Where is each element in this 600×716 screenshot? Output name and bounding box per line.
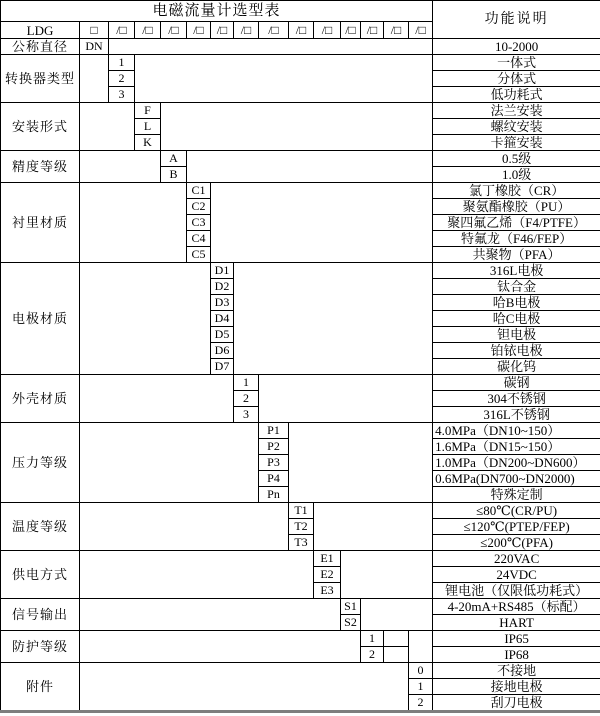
model-code-slot: /□ [187, 22, 211, 39]
table-row [1, 375, 600, 391]
option-description: 24VDC [433, 567, 600, 583]
option-description: 低功耗式 [433, 87, 600, 103]
option-code: E3 [314, 583, 341, 599]
grid-gap [361, 599, 433, 631]
grid-gap [80, 599, 341, 631]
option-code: D4 [211, 311, 234, 327]
grid-gap [80, 503, 289, 551]
option-description: 氯丁橡胶（CR） [433, 183, 600, 199]
option-description: 304不锈钢 [433, 391, 600, 407]
option-code: S1 [341, 599, 361, 615]
option-description: 0.6MPa(DN700~DN2000) [433, 471, 600, 487]
option-description: 1.0级 [433, 167, 600, 183]
option-description: 特氟龙（F46/FEP） [433, 231, 600, 247]
section-label: 附件 [1, 663, 80, 712]
option-code: C4 [187, 231, 211, 247]
option-code: B [161, 167, 187, 183]
option-description: 10-2000 [433, 39, 600, 55]
option-description: 220VAC [433, 551, 600, 567]
option-code: Pn [259, 487, 289, 503]
model-code-slot: □ [80, 22, 109, 39]
grid-gap [259, 375, 433, 423]
grid-gap [234, 263, 433, 375]
option-description: 接地电极 [433, 679, 600, 695]
option-code: C1 [187, 183, 211, 199]
option-description: 碳化钨 [433, 359, 600, 375]
title-row [1, 1, 600, 22]
option-description: 聚氨酯橡胶（PU） [433, 199, 600, 215]
option-description: 一体式 [433, 55, 600, 71]
option-description: HART [433, 615, 600, 631]
model-code-slot: /□ [259, 22, 289, 39]
option-code: C2 [187, 199, 211, 215]
option-code: C3 [187, 215, 211, 231]
option-code: P2 [259, 439, 289, 455]
option-description: 特殊定制 [433, 487, 600, 503]
table-row [1, 631, 600, 647]
table-row [1, 151, 600, 167]
option-description: ≤200℃(PFA) [433, 535, 600, 551]
option-code: D5 [211, 327, 234, 343]
table-row [1, 503, 600, 519]
grid-gap [80, 551, 314, 599]
option-description: 卡箍安装 [433, 135, 600, 151]
table-row [1, 103, 600, 119]
section-label: 电极材质 [1, 263, 80, 375]
option-description: 1.0MPa（DN200~DN600） [433, 455, 600, 471]
option-description: 共聚物（PFA） [433, 247, 600, 263]
option-description: 碳钢 [433, 375, 600, 391]
option-description: 铂铱电极 [433, 343, 600, 359]
table-row [1, 183, 600, 199]
grid-gap [211, 183, 433, 263]
option-description: 聚四氟乙烯（F4/PTFE） [433, 215, 600, 231]
option-code: D3 [211, 295, 234, 311]
option-description: 螺纹安装 [433, 119, 600, 135]
option-description: 4-20mA+RS485（标配） [433, 599, 600, 615]
option-code: D2 [211, 279, 234, 295]
section-label: 供电方式 [1, 551, 80, 599]
option-code: P3 [259, 455, 289, 471]
option-code: 1 [109, 55, 135, 71]
option-description: IP65 [433, 631, 600, 647]
option-description: 钽电极 [433, 327, 600, 343]
option-code: 1 [361, 631, 384, 647]
section-label: 精度等级 [1, 151, 80, 183]
model-code-slot: /□ [314, 22, 341, 39]
section-label: 公称直径 [1, 39, 80, 55]
option-description: 锂电池（仅限低功耗式） [433, 583, 600, 599]
grid-gap [161, 103, 433, 151]
option-code: T1 [289, 503, 314, 519]
function-description-header: 功能说明 [433, 1, 600, 39]
option-description: 哈B电极 [433, 295, 600, 311]
model-code-slot: /□ [211, 22, 234, 39]
grid-gap [409, 631, 433, 663]
section-label: 信号输出 [1, 599, 80, 631]
model-code-slot: /□ [341, 22, 361, 39]
option-description: 钛合金 [433, 279, 600, 295]
option-code: D7 [211, 359, 234, 375]
option-description: 1.6MPa（DN15~150） [433, 439, 600, 455]
section-label: 防护等级 [1, 631, 80, 663]
option-code: 3 [109, 87, 135, 103]
option-code: E2 [314, 567, 341, 583]
option-code: E1 [314, 551, 341, 567]
model-code-slot: /□ [409, 22, 433, 39]
option-code: K [135, 135, 161, 151]
model-code-slot: /□ [161, 22, 187, 39]
empty-code-box [384, 647, 409, 663]
grid-gap [135, 55, 433, 103]
option-code: T2 [289, 519, 314, 535]
table-row [1, 39, 600, 55]
grid-gap [80, 103, 135, 151]
section-label: 安装形式 [1, 103, 80, 151]
option-code: P4 [259, 471, 289, 487]
grid-gap [80, 55, 109, 103]
option-code: 2 [109, 71, 135, 87]
option-code: 2 [409, 695, 433, 712]
selection-table-body [1, 1, 600, 712]
option-code: P1 [259, 423, 289, 439]
option-code: C5 [187, 247, 211, 263]
model-code-slot: /□ [361, 22, 384, 39]
option-description: 刮刀电极 [433, 695, 600, 712]
option-code: 0 [409, 663, 433, 679]
table-row [1, 663, 600, 679]
model-code-slot: /□ [135, 22, 161, 39]
option-code: S2 [341, 615, 361, 631]
model-prefix: LDG [1, 22, 80, 39]
table-row [1, 423, 600, 439]
table-row [1, 263, 600, 279]
grid-gap [289, 423, 433, 503]
option-code: 3 [234, 407, 259, 423]
option-description: ≤80℃(CR/PU) [433, 503, 600, 519]
section-label: 外壳材质 [1, 375, 80, 423]
grid-gap [341, 551, 433, 599]
option-code: A [161, 151, 187, 167]
grid-gap [80, 151, 161, 183]
option-description: 316L不锈钢 [433, 407, 600, 423]
grid-gap [109, 39, 433, 55]
grid-gap [80, 423, 259, 503]
option-description: ≤120℃(PTEP/FEP) [433, 519, 600, 535]
option-code: D1 [211, 263, 234, 279]
page-title: 电磁流量计选型表 [1, 1, 433, 22]
option-code: T3 [289, 535, 314, 551]
model-code-slot: /□ [109, 22, 135, 39]
option-description: 哈C电极 [433, 311, 600, 327]
option-code: 1 [234, 375, 259, 391]
option-description: 4.0MPa（DN10~150） [433, 423, 600, 439]
option-description: 316L电极 [433, 263, 600, 279]
option-code: DN [80, 39, 109, 55]
option-description: IP68 [433, 647, 600, 663]
grid-gap [80, 663, 409, 712]
table-row [1, 55, 600, 71]
grid-gap [80, 263, 211, 375]
grid-gap [187, 151, 433, 183]
option-description: 法兰安装 [433, 103, 600, 119]
option-code: 2 [361, 647, 384, 663]
model-code-slot: /□ [289, 22, 314, 39]
grid-gap [80, 183, 187, 263]
empty-code-box [384, 631, 409, 647]
option-description: 分体式 [433, 71, 600, 87]
model-code-slot: /□ [384, 22, 409, 39]
table-row [1, 551, 600, 567]
option-description: 不接地 [433, 663, 600, 679]
table-row [1, 599, 600, 615]
section-label: 转换器类型 [1, 55, 80, 103]
option-code: F [135, 103, 161, 119]
option-code: 2 [234, 391, 259, 407]
option-code: D6 [211, 343, 234, 359]
section-label: 温度等级 [1, 503, 80, 551]
option-code: L [135, 119, 161, 135]
model-code-slot: /□ [234, 22, 259, 39]
option-description: 0.5级 [433, 151, 600, 167]
section-label: 衬里材质 [1, 183, 80, 263]
grid-gap [80, 375, 234, 423]
grid-gap [80, 631, 361, 663]
grid-gap [314, 503, 433, 551]
option-code: 1 [409, 679, 433, 695]
section-label: 压力等级 [1, 423, 80, 503]
